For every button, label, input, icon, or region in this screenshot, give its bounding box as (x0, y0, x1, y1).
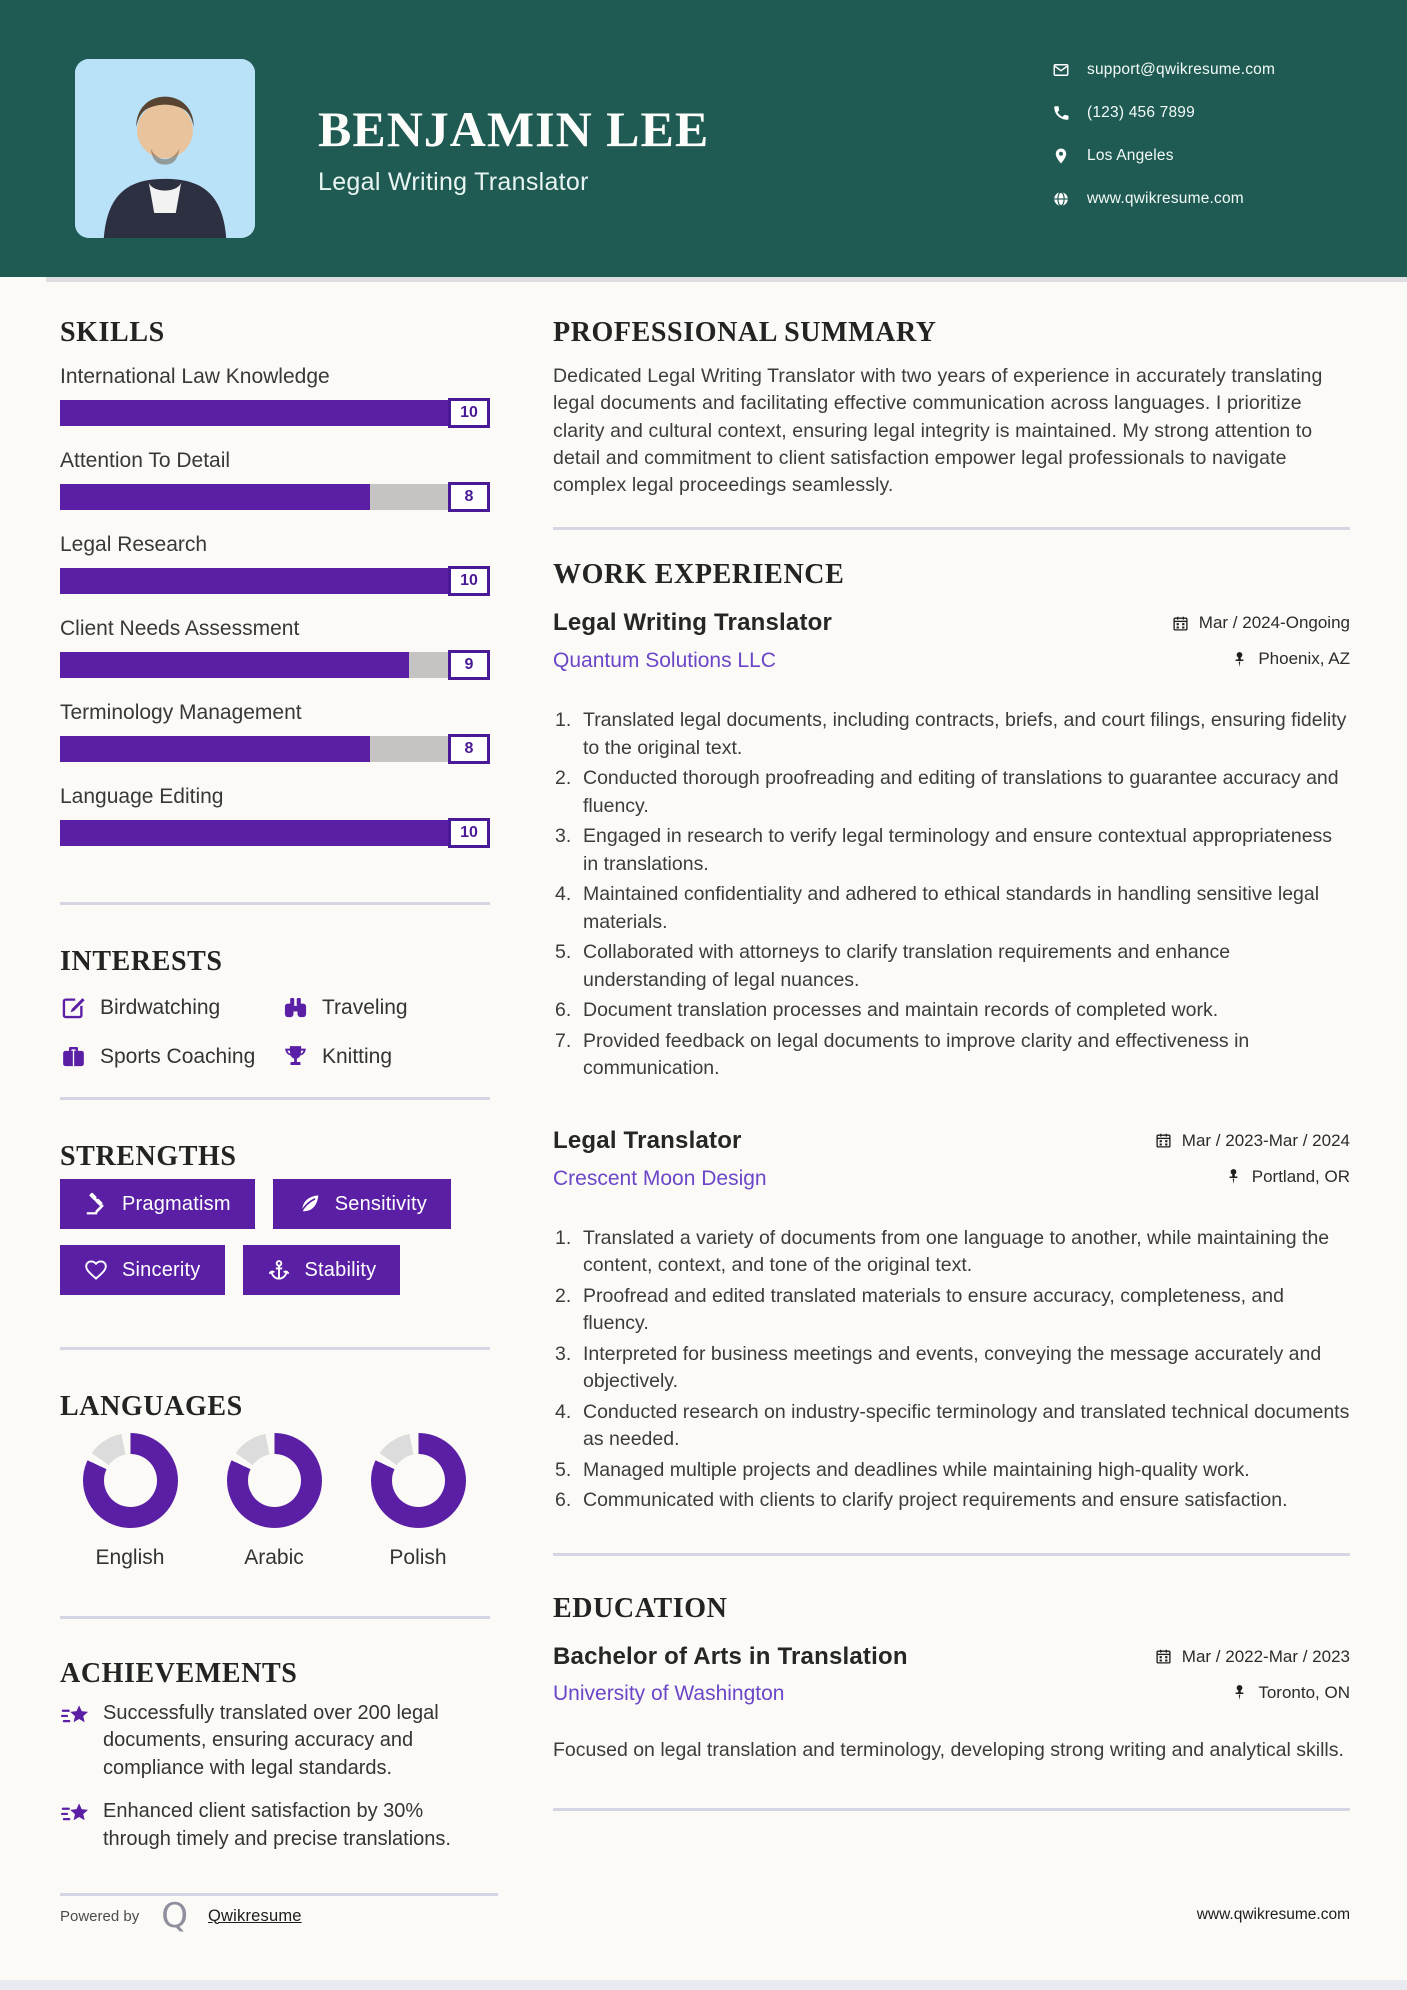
experience-list (553, 609, 1350, 1514)
skill-score-badge: 10 (448, 566, 490, 596)
skill-bar-track (60, 652, 490, 678)
language-label: English (95, 1546, 165, 1569)
education-heading: EDUCATION (553, 1592, 728, 1624)
job-date-text: Mar / 2023-Mar / 2024 (1181, 1130, 1350, 1150)
page-bottom-edge (0, 1980, 1407, 1990)
strength-label: Sensitivity (334, 1192, 427, 1215)
globe-icon (1052, 190, 1070, 208)
summary-heading: PROFESSIONAL SUMMARY (553, 317, 937, 348)
skill-item (60, 617, 490, 678)
job-dates (1155, 1131, 1350, 1151)
language-item (202, 1433, 346, 1570)
job-company-link[interactable]: Crescent Moon Design (553, 1166, 767, 1190)
job-location-text: Phoenix, AZ (1258, 649, 1350, 669)
contact-text: (123) 456 7899 (1087, 104, 1195, 121)
skill-bar-fill (60, 568, 490, 594)
interest-item (60, 994, 282, 1021)
interests-heading: INTERESTS (60, 946, 223, 977)
interest-item (60, 1043, 282, 1070)
skill-bar-track (60, 820, 490, 846)
skill-label: Client Needs Assessment (60, 617, 300, 640)
language-donut-chart (371, 1433, 466, 1528)
pin-icon (1231, 651, 1248, 668)
strength-chip (273, 1179, 451, 1229)
skill-item (60, 533, 490, 594)
education-date-text: Mar / 2022-Mar / 2023 (1181, 1646, 1350, 1666)
job-bullet: Conducted thorough proofreading and editing of translations to guarantee accuracy and fluency. (583, 767, 1339, 817)
contact-text: support@qwikresume.com (1087, 61, 1276, 78)
skill-bar-fill (60, 484, 370, 510)
job-location (1225, 1167, 1350, 1187)
pin-icon (1225, 1168, 1242, 1185)
pin-icon (1231, 1684, 1248, 1701)
skill-item (60, 365, 490, 426)
job-bullet: Conducted research on industry-specific terminology and translated technical documents as needed. (583, 1400, 1350, 1451)
strength-chip (60, 1245, 225, 1295)
divider (553, 1808, 1350, 1811)
interest-label: Birdwatching (100, 995, 221, 1019)
skill-score-badge: 8 (448, 482, 490, 512)
gavel-icon (84, 1192, 108, 1216)
header-contacts (1052, 60, 1275, 232)
education-entry (553, 1643, 1350, 1764)
job-bullet: Translated legal documents, including contracts, briefs, and court filings, ensuring fidelity to the original text. (583, 709, 1347, 759)
skill-bar-track (60, 736, 490, 762)
skill-bar-track (60, 400, 490, 426)
calendar-icon (1155, 1132, 1172, 1149)
skill-score-badge: 9 (448, 650, 490, 680)
skill-item (60, 785, 490, 846)
job-bullet: Collaborated with attorneys to clarify translation requirements and enhance understanding of legal nuances. (583, 941, 1231, 991)
star-icon (60, 1702, 91, 1733)
trophy-icon (282, 1043, 309, 1070)
education-school-link[interactable]: University of Washington (553, 1682, 785, 1706)
divider (553, 1553, 1350, 1556)
job-dates (1172, 613, 1350, 633)
achievement-text: Enhanced client satisfaction by 30% through timely and precise translations. (103, 1800, 451, 1850)
achievements-list (60, 1700, 490, 1853)
achievement-item (60, 1700, 490, 1782)
qwikresume-logo-icon: Q (161, 1896, 188, 1936)
profile-photo-illustration (75, 59, 255, 238)
email-icon (1052, 61, 1070, 79)
location-icon (1052, 147, 1070, 165)
header-shadow-line (46, 277, 1407, 282)
job-bullet: Translated a variety of documents from one language to another, while maintaining the content, context, and tone of the original text. (583, 1226, 1330, 1277)
divider (553, 527, 1350, 530)
achievement-item (60, 1798, 490, 1853)
language-label: Polish (389, 1546, 447, 1569)
skills-list (60, 365, 490, 846)
language-item (58, 1433, 202, 1570)
skill-bar-fill (60, 400, 490, 426)
language-donut-chart (227, 1433, 322, 1528)
strength-chip (243, 1245, 401, 1295)
left-column (60, 318, 490, 1869)
skill-bar-track (60, 568, 490, 594)
calendar-icon (1172, 615, 1189, 632)
language-item (346, 1433, 490, 1570)
languages-heading: LANGUAGES (60, 1391, 243, 1422)
leaf-icon (297, 1192, 321, 1216)
skills-heading: SKILLS (60, 317, 165, 348)
strengths-heading: STRENGTHS (60, 1141, 237, 1172)
job-bullet: Proofread and edited translated materials to ensure accuracy, completeness, and fluency. (583, 1284, 1284, 1335)
education-dates (1155, 1647, 1350, 1667)
job-location-text: Portland, OR (1251, 1166, 1350, 1186)
summary-text: Dedicated Legal Writing Translator with two years of experience in accurately translating legal documents and facilitating effective communication across languages. I prioritize clarity and cultural context, ensuring legal integrity is maintained. My strong attention to detail and commitment to client satisfaction empower legal professionals to navigate complex legal proceedings seamlessly. (553, 365, 1323, 497)
right-column (553, 318, 1350, 1811)
skill-bar-fill (60, 652, 409, 678)
languages-list (58, 1433, 490, 1570)
divider (60, 1347, 490, 1350)
footer-site-url[interactable]: www.qwikresume.com (1196, 1906, 1350, 1923)
job-entry (553, 1127, 1350, 1515)
person-job-title: Legal Writing Translator (318, 168, 589, 196)
skill-label: Terminology Management (60, 701, 302, 724)
job-bullets (553, 707, 1350, 1082)
education-location-text: Toronto, ON (1258, 1682, 1350, 1702)
job-title: Legal Translator (553, 1126, 742, 1154)
skill-item (60, 701, 490, 762)
divider (60, 1097, 490, 1100)
achievements-heading: ACHIEVEMENTS (60, 1658, 298, 1689)
skill-label: International Law Knowledge (60, 365, 330, 388)
job-bullet: Managed multiple projects and deadlines while maintaining high-quality work. (583, 1458, 1250, 1481)
header-contact-item[interactable] (1052, 189, 1275, 209)
star-icon (60, 1800, 91, 1831)
divider (60, 902, 490, 905)
heart-icon (84, 1258, 108, 1282)
calendar-icon (1155, 1648, 1172, 1665)
education-location (1231, 1683, 1350, 1703)
job-bullet: Engaged in research to verify legal terminology and ensure contextual appropriateness in translations. (583, 825, 1333, 875)
skill-item (60, 449, 490, 510)
header-band (0, 0, 1407, 277)
interest-item (282, 994, 490, 1021)
strength-chip (60, 1179, 255, 1229)
job-bullet: Communicated with clients to clarify project requirements and ensure satisfaction. (583, 1489, 1288, 1512)
footer-branding (60, 1896, 302, 1936)
achievement-text: Successfully translated over 200 legal documents, ensuring accuracy and compliance with legal standards. (103, 1702, 439, 1779)
job-location (1231, 649, 1350, 669)
skill-score-badge: 10 (448, 818, 490, 848)
binoculars-icon (282, 994, 309, 1021)
job-bullet: Provided feedback on legal documents to improve clarity and effectiveness in communication. (583, 1029, 1250, 1080)
job-date-text: Mar / 2024-Ongoing (1198, 613, 1350, 633)
person-name: BENJAMIN LEE (318, 101, 710, 157)
strengths-list (60, 1179, 490, 1311)
job-bullet: Document translation processes and maintain records of completed work. (583, 999, 1219, 1022)
skill-score-badge: 10 (448, 398, 490, 428)
interests-list (60, 994, 490, 1070)
skill-label: Legal Research (60, 533, 208, 556)
strength-label: Stability (304, 1258, 377, 1281)
interest-label: Knitting (322, 1044, 393, 1068)
interest-label: Traveling (322, 995, 408, 1019)
job-entry (553, 609, 1350, 1082)
job-title: Legal Writing Translator (553, 609, 833, 637)
briefcase-icon (60, 1043, 87, 1070)
interest-label: Sports Coaching (100, 1044, 256, 1068)
job-bullet: Interpreted for business meetings and events, conveying the message accurately and objectively. (583, 1342, 1322, 1393)
skill-label: Attention To Detail (60, 449, 231, 472)
identity-block (318, 101, 710, 197)
job-company-link[interactable]: Quantum Solutions LLC (553, 649, 776, 673)
header-contact-item[interactable] (1052, 146, 1275, 166)
job-bullet: Maintained confidentiality and adhered to ethical standards in handling sensitive legal materials. (583, 883, 1320, 933)
phone-icon (1052, 104, 1070, 122)
header-contact-item[interactable] (1052, 103, 1275, 123)
skill-bar-track (60, 484, 490, 510)
interest-item (282, 1043, 490, 1070)
skill-bar-fill (60, 736, 370, 762)
edit-icon (60, 994, 87, 1021)
skill-label: Language Editing (60, 785, 224, 808)
job-bullets (553, 1225, 1350, 1515)
skill-bar-fill (60, 820, 490, 846)
strength-label: Sincerity (122, 1258, 201, 1281)
experience-heading: WORK EXPERIENCE (553, 559, 845, 591)
contact-text: www.qwikresume.com (1087, 190, 1244, 207)
education-degree: Bachelor of Arts in Translation (553, 1642, 908, 1670)
footer-divider (60, 1893, 498, 1896)
contact-text: Los Angeles (1087, 147, 1174, 164)
anchor-icon (267, 1258, 291, 1282)
skill-score-badge: 8 (448, 734, 490, 764)
header-contact-item[interactable] (1052, 60, 1275, 80)
profile-photo (75, 59, 255, 238)
education-description: Focused on legal translation and terminology, developing strong writing and analytical skills. (553, 1738, 1344, 1761)
qwikresume-link[interactable]: Qwikresume (207, 1906, 302, 1925)
language-label: Arabic (244, 1546, 304, 1569)
language-donut-chart (83, 1433, 178, 1528)
powered-by-label: Powered by (60, 1907, 140, 1925)
divider (60, 1616, 490, 1619)
strength-label: Pragmatism (122, 1192, 231, 1215)
